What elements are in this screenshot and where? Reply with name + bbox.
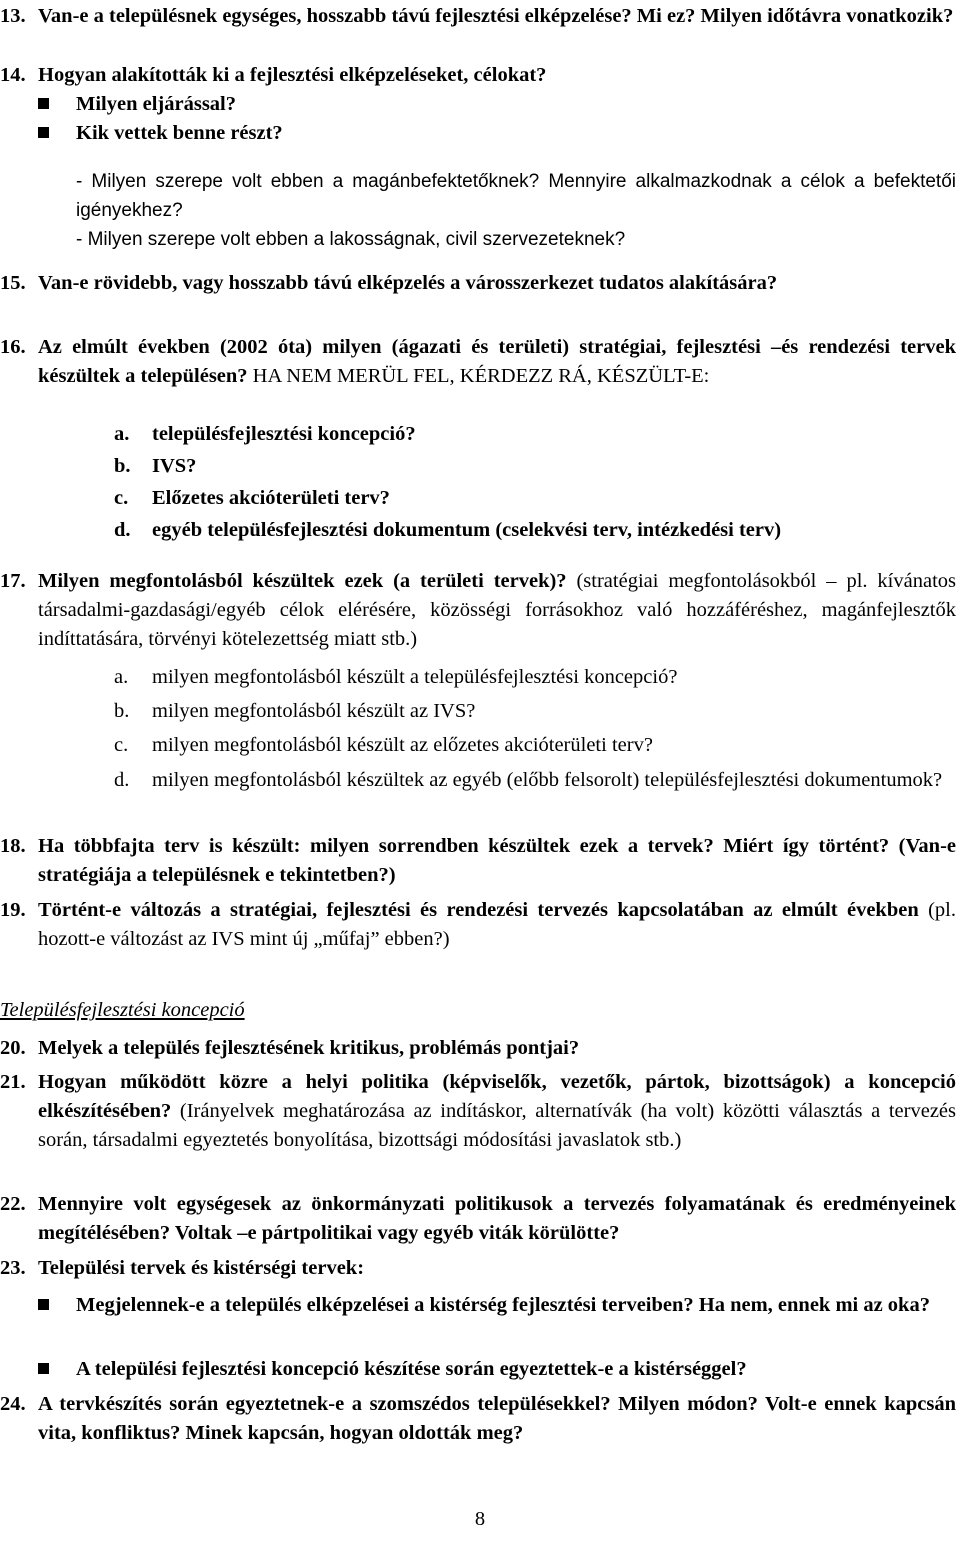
question-number: 22.	[0, 1193, 26, 1215]
question-15	[0, 269, 956, 298]
question-text: A tervkészítés során egyeztetnek-e a szomszédos településekkel? Milyen módon? Volt-e ennek kapcsán vita, konfliktus? Minek kapcsán, hogyan oldották meg?	[38, 1393, 956, 1444]
question-18	[0, 832, 956, 890]
question-text: Hogyan alakították ki a fejlesztési elképzeléseket, célokat?	[38, 64, 547, 86]
question-text: Mennyire volt egységesek az önkormányzati politikusok a tervezés folyamatának és eredményeinek megítélésében? Voltak –e pártpolitikai vagy egyéb viták körülötte?	[38, 1193, 956, 1244]
bullet-item: Megjelennek-e a település elképzelései a kistérség fejlesztési terveiben? Ha nem, ennek mi az oka?	[38, 1291, 956, 1320]
question-22	[0, 1190, 956, 1248]
sub-item: a. milyen megfontolásból készült a településfejlesztési koncepció?	[114, 666, 678, 688]
question-text: Van-e rövidebb, vagy hosszabb távú elképzelés a városszerkezet tudatos alakítására?	[38, 272, 778, 294]
question-note: (Irányelvek meghatározása az indításkor, alternatívák (ha volt) közötti választás a tervezés során, társadalmi egyeztetés bonyolítása, bizottsági módosítási javaslatok stb.)	[38, 1100, 956, 1151]
question-note: (pl. hozott-e változást az IVS mint új „műfaj” ebben?)	[38, 899, 957, 950]
question-number: 18.	[0, 835, 26, 857]
bullet-item: Kik vettek benne részt?	[38, 119, 956, 148]
sub-item: d. egyéb településfejlesztési dokumentum (cselekvési terv, intézkedési terv)	[114, 519, 782, 541]
square-bullet-icon	[38, 1363, 49, 1374]
sub-item: c. Előzetes akcióterületi terv?	[114, 487, 390, 509]
question-note: (stratégiai megfontolásokból – pl. kívánatos társadalmi-gazdasági/egyéb célok elérésére, közösségi forrásokhoz való hozzáféréshez, magánfejlesztők indíttatására, törvényi kötelezettség miatt stb.)	[38, 570, 956, 650]
question-number: 17.	[0, 570, 26, 592]
sub-item: a. településfejlesztési koncepció?	[114, 423, 416, 445]
question-number: 19.	[0, 899, 26, 921]
question-16	[0, 333, 956, 391]
dash-item: - Milyen szerepe volt ebben a magánbefektetőknek? Mennyire alkalmazkodnak a célok a befektetői igényekhez?	[76, 171, 956, 221]
square-bullet-icon	[38, 98, 49, 109]
question-19	[0, 896, 956, 954]
question-text: Hogyan működött közre a helyi politika (képviselők, vezetők, pártok, bizottságok) a koncepció elkészítésében?	[38, 1071, 956, 1122]
question-text: Milyen megfontolásból készültek ezek (a területi tervek)?	[38, 570, 567, 592]
question-text: Melyek a település fejlesztésének kritikus, problémás pontjai?	[38, 1037, 580, 1059]
sub-item: b. milyen megfontolásból készült az IVS?	[114, 700, 476, 722]
section-heading: Településfejlesztési koncepció	[0, 999, 245, 1021]
question-number: 15.	[0, 272, 26, 294]
question-number: 16.	[0, 336, 26, 358]
dash-item: - Milyen szerepe volt ebben a lakosságnak, civil szervezeteknek?	[76, 229, 626, 250]
question-number: 24.	[0, 1393, 26, 1415]
question-23	[0, 1254, 956, 1283]
question-20	[0, 1034, 956, 1063]
question-text: Ha többfajta terv is készült: milyen sorrendben készültek ezek a tervek? Miért így történt? (Van-e stratégiája a településnek e tekintetben?)	[38, 835, 956, 886]
sub-item: d. milyen megfontolásból készültek az egyéb (előbb felsorolt) településfejlesztési dokumentumok?	[114, 769, 943, 791]
question-13	[0, 2, 956, 31]
question-text: Történt-e változás a stratégiai, fejlesztési és rendezési tervezés kapcsolatában az elmúlt években	[38, 899, 919, 921]
page-number: 8	[474, 1508, 486, 1530]
question-number: 20.	[0, 1037, 26, 1059]
interviewer-note: HA NEM MERÜL FEL, KÉRDEZZ RÁ, KÉSZÜLT-E:	[247, 365, 710, 387]
question-24	[0, 1390, 956, 1448]
question-text: Az elmúlt években (2002 óta) milyen (ágazati és területi) stratégiai, fejlesztési –és rendezési tervek készültek a településen?	[38, 336, 956, 387]
question-17	[0, 567, 956, 654]
question-number: 14.	[0, 64, 26, 86]
question-text: Van-e a településnek egységes, hosszabb távú fejlesztési elképzelése? Mi ez? Milyen időtávra vonatkozik?	[38, 5, 954, 27]
square-bullet-icon	[38, 127, 49, 138]
question-number: 23.	[0, 1257, 26, 1279]
question-text: Települési tervek és kistérségi tervek:	[38, 1257, 365, 1279]
sub-item: b. IVS?	[114, 455, 197, 477]
question-number: 13.	[0, 5, 26, 27]
question-number: 21.	[0, 1071, 26, 1093]
bullet-item: A települési fejlesztési koncepció készítése során egyeztettek-e a kistérséggel?	[38, 1355, 956, 1384]
question-14	[0, 61, 956, 90]
square-bullet-icon	[38, 1299, 49, 1310]
bullet-item: Milyen eljárással?	[38, 90, 956, 119]
question-21	[0, 1068, 956, 1155]
sub-item: c. milyen megfontolásból készült az előzetes akcióterületi terv?	[114, 734, 653, 756]
